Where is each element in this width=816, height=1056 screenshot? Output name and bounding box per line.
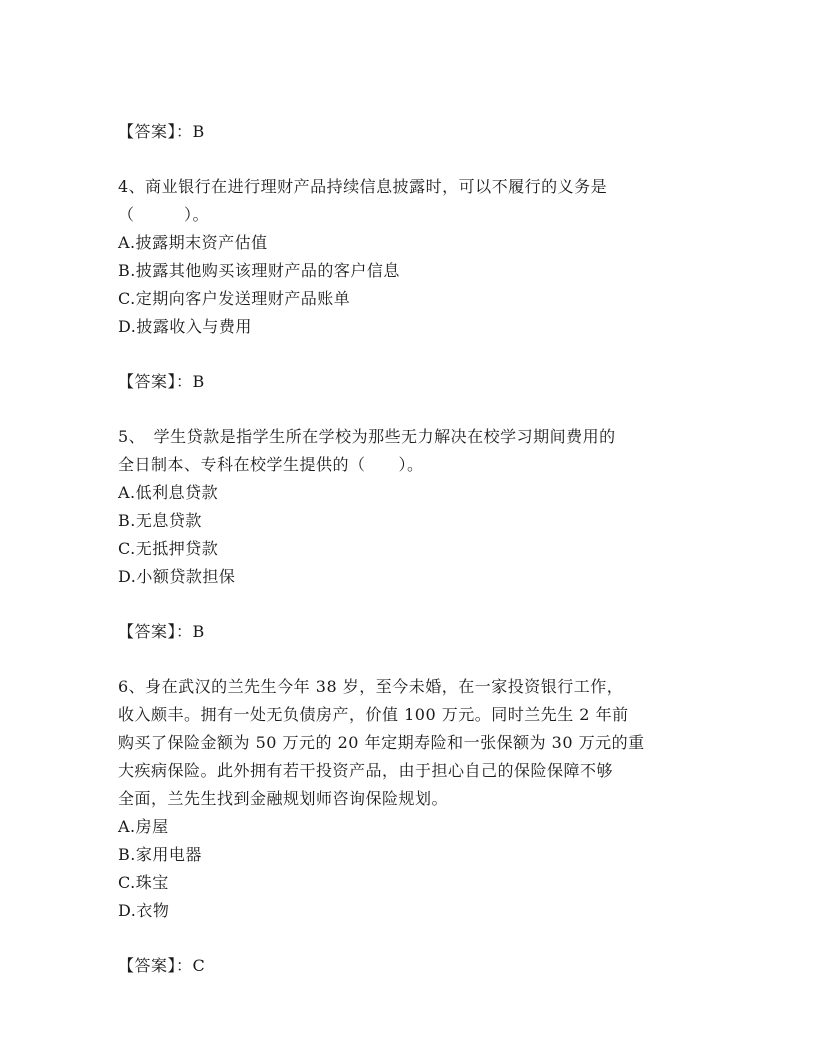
question-6-stem-line-4: 大疾病保险。此外拥有若干投资产品，由于担心自己的保险保障不够	[118, 761, 614, 780]
spacer	[118, 146, 698, 173]
question-4-option-c: C.定期向客户发送理财产品账单	[118, 289, 351, 308]
spacer	[118, 341, 698, 368]
question-5-option-b: B.无息贷款	[118, 511, 202, 530]
answer-label-q6: 【答案】：C	[118, 956, 206, 975]
question-6-option-b: B.家用电器	[118, 845, 202, 864]
question-6-stem-line-3: 购买了保险金额为 50 万元的 20 年定期寿险和一张保额为 30 万元的重	[118, 733, 645, 752]
question-4-option-a: A.披露期末资产估值	[118, 233, 268, 252]
answer-label-q4: 【答案】：B	[118, 372, 205, 391]
answer-label-q5: 【答案】：B	[118, 622, 205, 641]
question-6-option-c: C.珠宝	[118, 873, 169, 892]
question-6-stem-line-5: 全面，兰先生找到金融规划师咨询保险规划。	[118, 789, 449, 808]
spacer	[118, 591, 698, 618]
spacer	[118, 925, 698, 952]
question-6-option-d: D.衣物	[118, 901, 170, 920]
question-5-stem-line-2: 全日制本、专科在校学生提供的（ ）。	[118, 455, 424, 474]
document-page	[118, 118, 698, 980]
question-4-stem-line-2: （ ）。	[118, 205, 210, 224]
spacer	[118, 396, 698, 423]
question-6-option-a: A.房屋	[118, 817, 169, 836]
question-6-stem-line-1: 6、身在武汉的兰先生今年 38 岁，至今未婚，在一家投资银行工作，	[118, 677, 624, 696]
question-4-option-b: B.披露其他购买该理财产品的客户信息	[118, 261, 400, 280]
question-5	[118, 423, 698, 591]
question-5-option-d: D.小额贷款担保	[118, 567, 236, 586]
question-4	[118, 173, 698, 341]
question-6	[118, 673, 698, 925]
question-4-option-d: D.披露收入与费用	[118, 317, 252, 336]
answer-label-q3: 【答案】：B	[118, 122, 205, 141]
question-4-stem-line-1: 4、商业银行在进行理财产品持续信息披露时，可以不履行的义务是	[118, 177, 608, 196]
question-6-stem-line-2: 收入颇丰。拥有一处无负债房产，价值 100 万元。同时兰先生 2 年前	[118, 705, 629, 724]
question-5-option-a: A.低利息贷款	[118, 483, 219, 502]
question-5-option-c: C.无抵押贷款	[118, 539, 219, 558]
question-5-stem-line-1: 5、 学生贷款是指学生所在学校为那些无力解决在校学习期间费用的	[118, 427, 616, 446]
spacer	[118, 646, 698, 673]
